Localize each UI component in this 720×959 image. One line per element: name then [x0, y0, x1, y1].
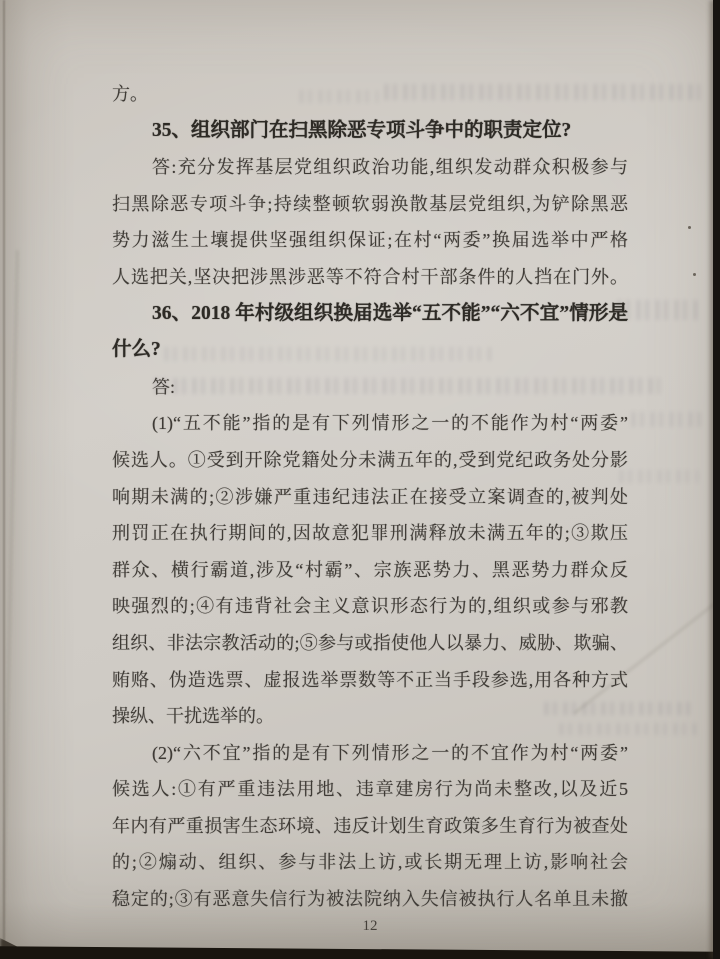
text-line: 组织、非法宗教活动的;⑤参与或指使他人以暴力、威胁、欺骗、 — [112, 632, 628, 653]
document-text-block — [112, 76, 628, 918]
photo-edge-right — [713, 0, 720, 959]
text-line: 贿赂、伪造选票、虚报选举票数等不正当手段参选,用各种方式 — [112, 669, 628, 690]
paper-speck — [688, 226, 691, 229]
text-line: 答: — [152, 376, 176, 397]
text-line: 什么? — [112, 339, 161, 361]
text-line: (2)“六不宜”指的是有下列情形之一的不宜作为村“两委” — [152, 742, 628, 763]
crease-line — [2, 250, 19, 959]
text-line: 势力滋生土壤提供坚强组织保证;在村“两委”换届选举中严格 — [112, 230, 628, 251]
text-line: 方。 — [112, 84, 148, 104]
bleed-through-mark — [620, 470, 698, 483]
text-line: 映强烈的;④有违背社会主义意识形态行为的,组织或参与邪教 — [112, 596, 628, 617]
photo-edge-bottom — [0, 944, 720, 959]
text-line: (1)“五不能”指的是有下列情形之一的不能作为村“两委” — [152, 413, 628, 434]
bleed-through-mark — [618, 300, 702, 320]
text-line: 36、2018 年村级组织换届选举“五不能”“六不宜”情形是 — [152, 302, 628, 324]
text-line: 扫黑除恶专项斗争;持续整顿软弱涣散基层党组织,为铲除黑恶 — [112, 193, 628, 214]
text-line: 答:充分发挥基层党组织政治功能,组织发动群众积极参与 — [152, 157, 628, 178]
crease-line — [3, 0, 5, 959]
text-line: 稳定的;③有恶意失信行为被法院纳入失信被执行人名单且未撤 — [112, 889, 628, 910]
text-line: 年内有严重损害生态环境、违反计划生育政策多生育行为被查处 — [112, 815, 628, 836]
page-number: 12 — [362, 918, 378, 934]
text-line: 的;②煽动、组织、参与非法上访,或长期无理上访,影响社会 — [112, 852, 628, 873]
bleed-through-mark — [632, 412, 702, 427]
text-line: 人选把关,坚决把涉黑涉恶等不符合村干部条件的人挡在门外。 — [112, 266, 628, 287]
text-line: 响期未满的;②涉嫌严重违纪违法正在接受立案调查的,被判处 — [112, 486, 628, 507]
text-line: 刑罚正在执行期间的,因故意犯罪刑满释放未满五年的;③欺压 — [112, 523, 628, 544]
text-line: 候选人:①有严重违法用地、违章建房行为尚未整改,以及近5 — [112, 779, 628, 800]
text-line: 候选人。①受到开除党籍处分未满五年的,受到党纪政务处分影 — [112, 449, 628, 470]
text-line: 操纵、干扰选举的。 — [112, 706, 274, 727]
text-line: 35、组织部门在扫黑除恶专项斗争中的职责定位? — [152, 119, 572, 141]
paper-speck — [693, 273, 696, 276]
text-line: 群众、横行霸道,涉及“村霸”、宗族恶势力、黑恶势力群众反 — [112, 559, 628, 580]
